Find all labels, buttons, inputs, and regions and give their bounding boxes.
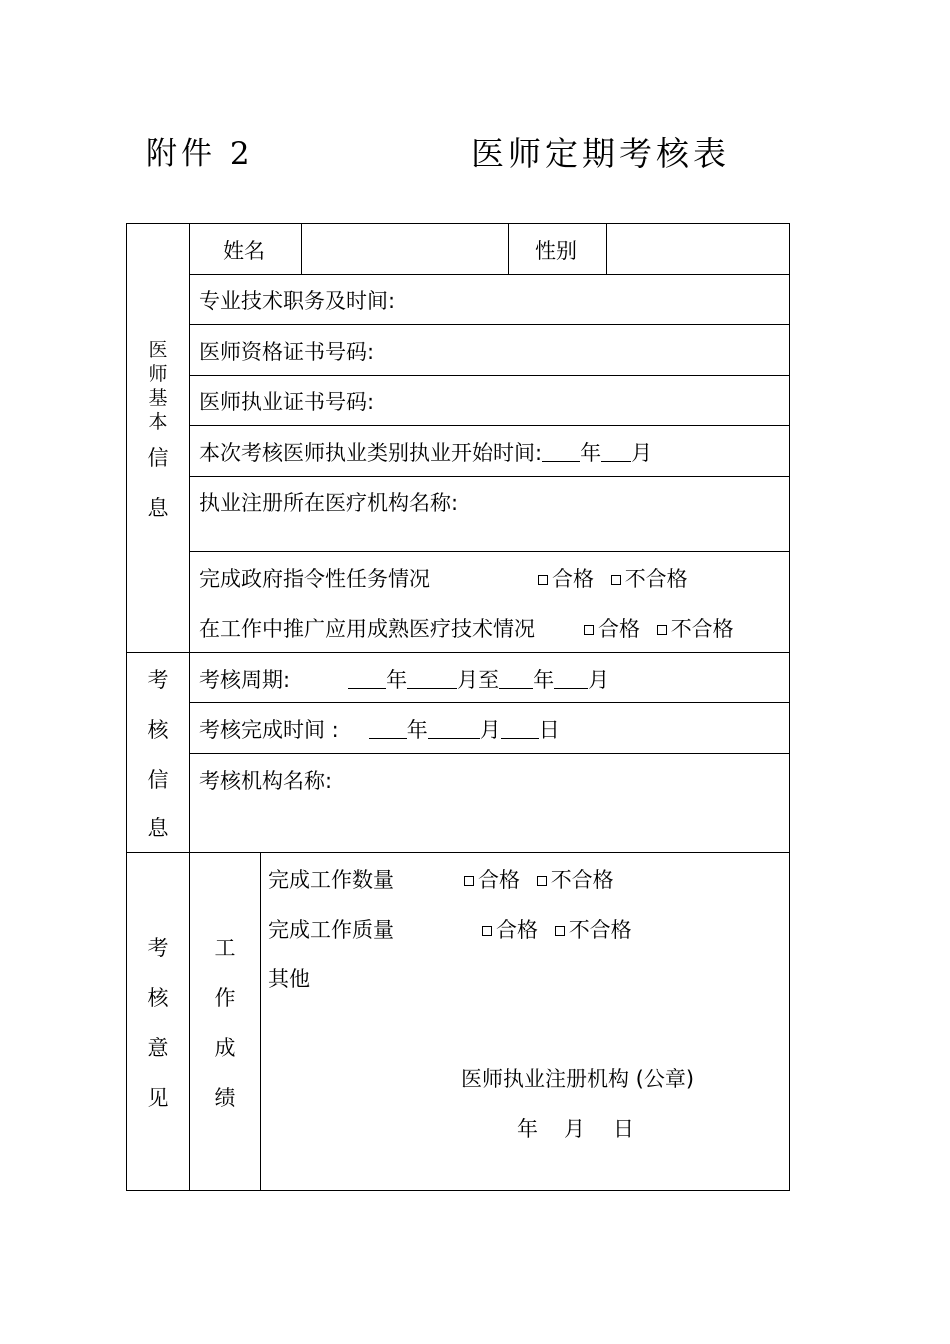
practice-start-time: 本次考核医师执业类别执业开始时间: 年 月 <box>199 441 653 465</box>
checkbox-icon[interactable] <box>538 575 548 585</box>
work-quantity-label: 完成工作数量 <box>268 868 394 892</box>
checkbox-icon[interactable] <box>657 625 667 635</box>
checkbox-icon[interactable] <box>482 926 492 936</box>
section-label-assessment-info: 考 核 信 息 <box>147 668 169 840</box>
form-title: 医师定期考核表 <box>471 134 730 173</box>
work-quality-options: 合格 不合格 <box>482 918 632 942</box>
work-quality-label: 完成工作质量 <box>268 918 394 942</box>
checkbox-icon[interactable] <box>555 926 565 936</box>
other-label: 其他 <box>268 967 310 991</box>
gov-task-options: 合格 不合格 <box>538 567 688 591</box>
qualification-cert-label: 医师资格证书号码: <box>199 340 375 364</box>
practice-cert-label: 医师执业证书号码: <box>199 390 375 414</box>
title-time-label: 专业技术职务及时间: <box>199 289 396 313</box>
promotion-options: 合格 不合格 <box>584 617 734 641</box>
gov-task-label: 完成政府指令性任务情况 <box>199 567 430 591</box>
registered-institution-label: 执业注册所在医疗机构名称: <box>199 491 459 515</box>
checkbox-icon[interactable] <box>611 575 621 585</box>
checkbox-icon[interactable] <box>584 625 594 635</box>
checkbox-icon[interactable] <box>537 876 547 886</box>
section-label-basic-info: 医 师 基 本 信 息 <box>147 339 169 520</box>
attachment-number: 附件 2 <box>146 136 254 172</box>
section-label-assessment-opinion: 考 核 意 见 <box>147 936 169 1110</box>
checkbox-icon[interactable] <box>464 876 474 886</box>
gender-label: 性别 <box>535 239 577 263</box>
section-label-work-performance: 工 作 成 绩 <box>214 936 236 1110</box>
promotion-label: 在工作中推广应用成熟医疗技术情况 <box>199 617 535 641</box>
name-label: 姓名 <box>223 239 265 263</box>
work-quantity-options: 合格 不合格 <box>464 868 614 892</box>
assessment-org-label: 考核机构名称: <box>199 769 333 793</box>
assessment-finish-time: 考核完成时间 : 年 月 日 <box>199 718 560 742</box>
seal-date: 年 月 日 <box>517 1117 634 1141</box>
assessment-period: 考核周期: 年 月至 年 月 <box>199 668 610 692</box>
seal-label: 医师执业注册机构 (公章) <box>461 1067 695 1091</box>
